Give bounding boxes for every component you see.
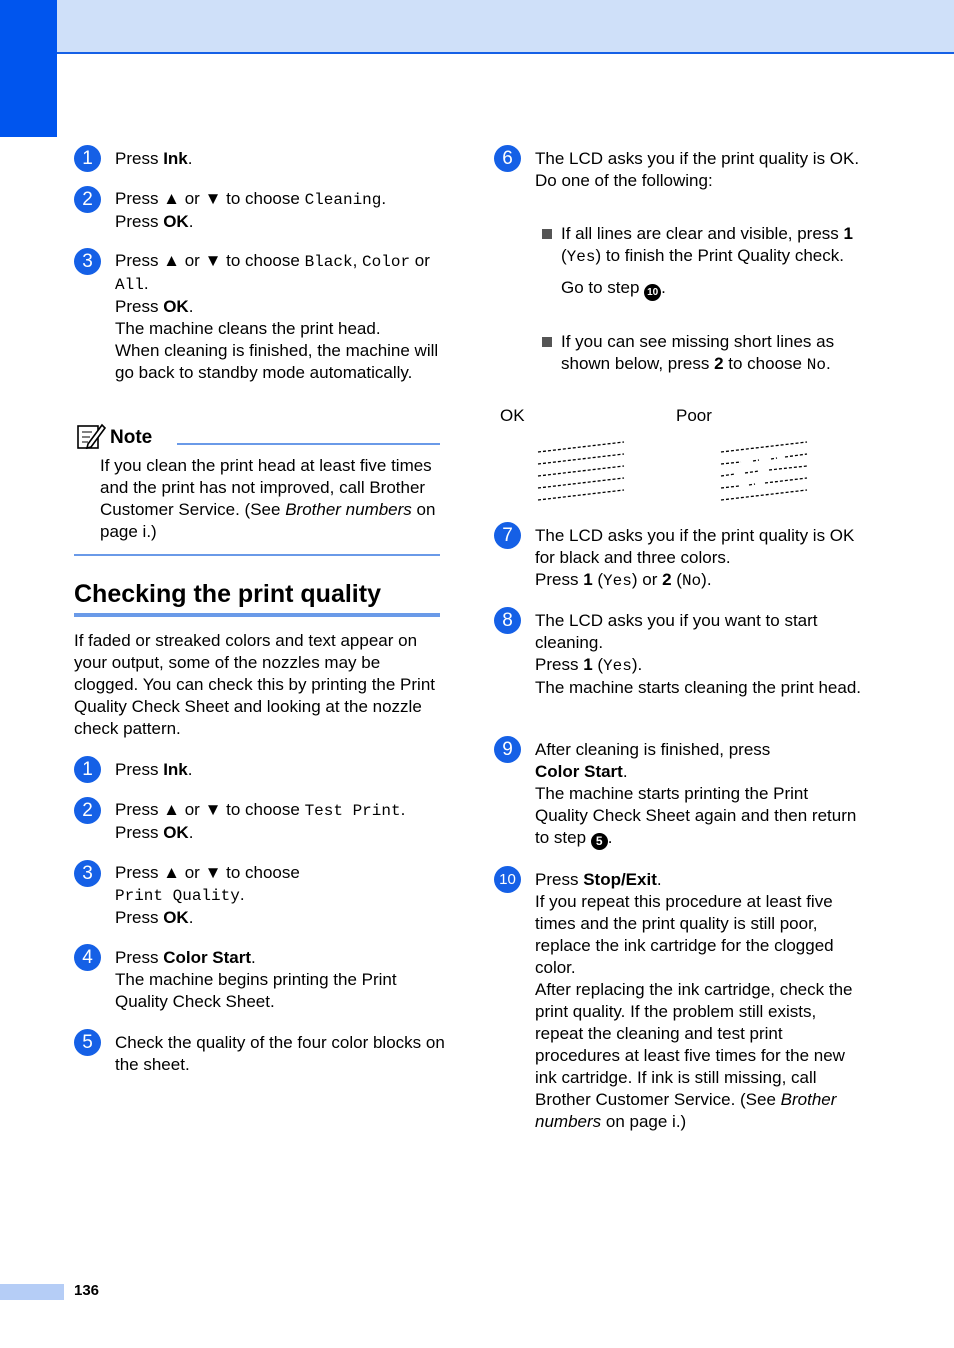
note-body: If you clean the print head at least five times and the print has not improved, call Brother Customer Service. (See Brother numbers on page i.) [100, 456, 436, 541]
header-band [0, 0, 954, 54]
ok-nozzle-pattern [536, 440, 628, 504]
section-rule [74, 613, 440, 617]
sample-label-poor: Poor [676, 406, 712, 425]
note-label: Note [110, 427, 153, 448]
chapter-tab [0, 0, 57, 137]
note-rule [177, 443, 440, 445]
step-number: 5 [74, 1029, 101, 1056]
bullet-square-icon [542, 337, 552, 347]
step-number: 9 [494, 736, 521, 763]
bullet-square-icon [542, 229, 552, 239]
step-number: 1 [74, 756, 101, 783]
sample-label-ok: OK [500, 406, 525, 425]
note-bottom-rule [74, 554, 440, 556]
footer-bar [0, 1284, 64, 1300]
step-number: 6 [494, 145, 521, 172]
pencil-note-icon [76, 422, 106, 455]
step-ref-badge: 5 [591, 833, 608, 850]
note-header [74, 422, 440, 452]
poor-nozzle-pattern [719, 440, 811, 504]
step-number: 1 [74, 145, 101, 172]
step-number: 8 [494, 607, 521, 634]
step-number: 7 [494, 522, 521, 549]
step-number: 10 [494, 866, 521, 893]
step-number: 2 [74, 186, 101, 213]
step-number: 3 [74, 860, 101, 887]
step-number: 2 [74, 797, 101, 824]
page-number: 136 [74, 1282, 100, 1299]
section-intro: If faded or streaked colors and text appear on your output, some of the nozzles may be clogged. You can check this by printing the Print Quality Check Sheet and looking at the nozzle check pattern. [74, 631, 436, 738]
section-title: Checking the print quality [74, 580, 381, 608]
step-number: 3 [74, 248, 101, 275]
step-ref-badge: 10 [644, 284, 661, 301]
step-number: 4 [74, 944, 101, 971]
